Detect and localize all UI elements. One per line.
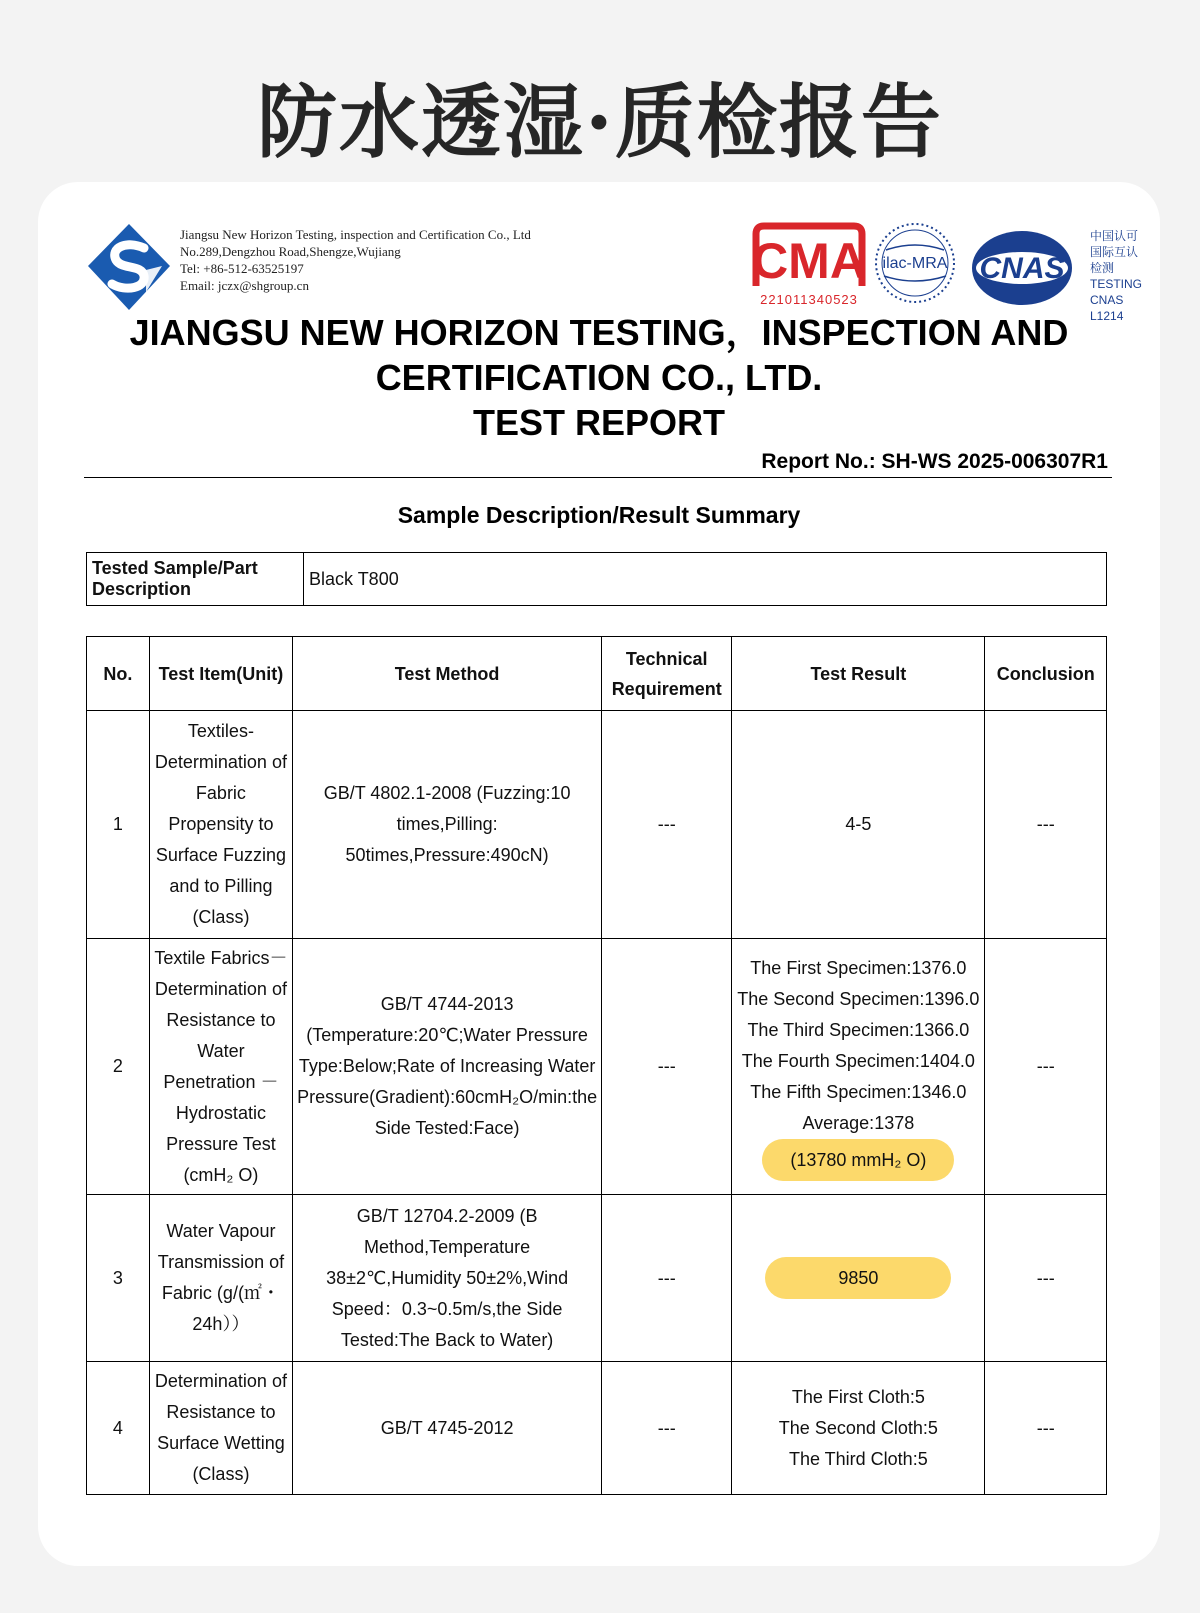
table-row <box>87 711 1107 939</box>
result-line: Average:1378 <box>802 1112 915 1133</box>
sample-row <box>87 553 1107 606</box>
result-line: The Fifth Specimen:1346.0 <box>750 1081 967 1102</box>
result-line: The Third Specimen:1366.0 <box>747 1019 970 1040</box>
sample-value: Black T800 <box>304 553 1107 606</box>
cma-mark-text: CMA <box>752 233 866 289</box>
cma-number: 221011340523 <box>760 292 858 307</box>
table-header-row <box>87 637 1107 711</box>
table-row <box>87 939 1107 1195</box>
header-test-result: Test Result <box>732 637 985 711</box>
company-address: No.289,Dengzhou Road,Shengze,Wujiang <box>180 244 401 259</box>
result-line: The First Cloth:5 <box>791 1386 925 1407</box>
result-line: The Second Specimen:1396.0 <box>737 988 980 1009</box>
row-test-method: GB/T 4744-2013 (Temperature:20℃;Water Pressure Type:Below;Rate of Increasing Water Pressure(Gradient):60cmH₂O/min:the Side Tested:Face) <box>293 939 602 1195</box>
highlighted-result: 9850 <box>765 1257 951 1299</box>
cnas-side-line: CNAS L1214 <box>1090 293 1124 323</box>
title-line-1: JIANGSU NEW HORIZON TESTING，INSPECTION AND <box>129 312 1069 353</box>
row-conclusion: --- <box>985 939 1107 1195</box>
report-number: Report No.: SH-WS 2025-006307R1 <box>761 450 1108 473</box>
table-row <box>87 1195 1107 1362</box>
result-line: The First Specimen:1376.0 <box>750 957 967 978</box>
result-line: The Second Cloth:5 <box>778 1417 938 1438</box>
company-contact <box>180 226 531 294</box>
row-conclusion: --- <box>985 711 1107 939</box>
row-test-item: Textiles-Determination of Fabric Propensity to Surface Fuzzing and to Pilling (Class) <box>149 711 292 939</box>
row-test-result <box>732 939 985 1195</box>
company-logo-icon <box>86 222 172 312</box>
cnas-side-line: 检测 <box>1090 261 1115 275</box>
ilac-mra-logo-icon <box>872 220 958 306</box>
result-line: The Fourth Specimen:1404.0 <box>741 1050 975 1071</box>
row-no: 3 <box>87 1195 150 1362</box>
row-no: 4 <box>87 1362 150 1495</box>
cnas-mark-text: CNAS <box>979 252 1065 285</box>
row-conclusion: --- <box>985 1362 1107 1495</box>
row-test-method: GB/T 4745-2012 <box>293 1362 602 1495</box>
row-no: 2 <box>87 939 150 1195</box>
highlighted-result: (13780 mmH₂ O) <box>762 1139 954 1181</box>
cnas-side-line: TESTING <box>1090 277 1143 291</box>
cnas-side-line: 国际互认 <box>1090 245 1139 259</box>
cnas-side-line: 中国认可 <box>1090 229 1139 243</box>
row-test-item: Determination of Resistance to Surface Wetting (Class) <box>149 1362 292 1495</box>
title-line-3: TEST REPORT <box>472 402 726 443</box>
banner-title: 防水透湿·质检报告 <box>257 75 943 169</box>
company-name-small: Jiangsu New Horizon Testing, inspection and Certification Co., Ltd <box>180 227 531 242</box>
title-line-2: CERTIFICATION CO., LTD. <box>375 357 823 398</box>
row-test-method: GB/T 12704.2-2009 (B Method,Temperature 38±2℃,Humidity 50±2%,Wind Speed：0.3~0.5m/s,the Side Tested:The Back to Water) <box>293 1195 602 1362</box>
header-no: No. <box>87 637 150 711</box>
report-title <box>38 310 1160 445</box>
header-requirement: Technical Requirement <box>602 637 732 711</box>
cnas-logo-icon <box>970 228 1074 308</box>
row-requirement: --- <box>602 711 732 939</box>
row-test-item: Water Vapour Transmission of Fabric (g/(㎡・24h）） <box>149 1195 292 1362</box>
header-conclusion: Conclusion <box>985 637 1107 711</box>
row-requirement: --- <box>602 1362 732 1495</box>
cma-mark <box>750 220 868 312</box>
divider <box>84 477 1112 478</box>
row-test-result <box>732 1362 985 1495</box>
company-email: Email: jczx@shgroup.cn <box>180 278 309 293</box>
sample-table <box>86 552 1107 606</box>
row-requirement: --- <box>602 939 732 1195</box>
row-no: 1 <box>87 711 150 939</box>
row-test-method: GB/T 4802.1-2008 (Fuzzing:10 times,Pilling: 50times,Pressure:490cN) <box>293 711 602 939</box>
header-test-method: Test Method <box>293 637 602 711</box>
letterhead <box>86 220 1143 323</box>
company-tel: Tel: +86-512-63525197 <box>180 261 304 276</box>
summary-heading: Sample Description/Result Summary <box>397 502 801 528</box>
sample-label: Tested Sample/Part Description <box>87 553 304 606</box>
header-test-item: Test Item(Unit) <box>149 637 292 711</box>
results-table <box>86 636 1107 1495</box>
table-row <box>87 1362 1107 1495</box>
row-test-result: 4-5 <box>732 711 985 939</box>
cma-logo-icon <box>750 220 868 292</box>
report-card <box>38 182 1160 1566</box>
result-line: The Third Cloth:5 <box>788 1448 928 1469</box>
row-test-item: Textile Fabrics－Determination of Resistance to Water Penetration － Hydrostatic Pressure Test (cmH₂ O) <box>149 939 292 1195</box>
ilac-mark-text: ilac-MRA <box>882 255 948 272</box>
row-test-result <box>732 1195 985 1362</box>
row-requirement: --- <box>602 1195 732 1362</box>
row-conclusion: --- <box>985 1195 1107 1362</box>
